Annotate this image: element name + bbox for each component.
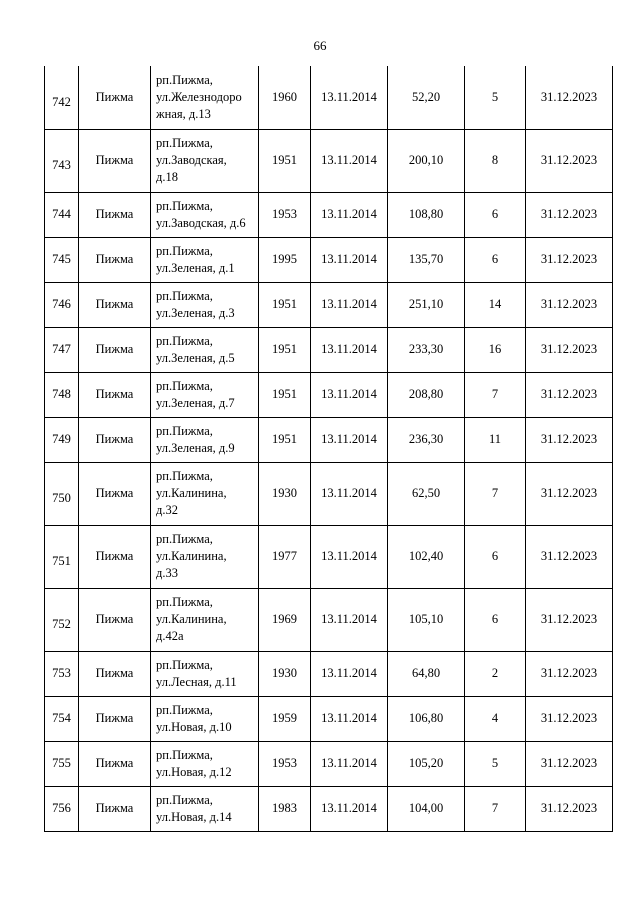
address-line: рп.Пижма, — [156, 532, 213, 546]
row-number-cell — [45, 741, 79, 786]
settlement-cell: Пижма — [79, 372, 151, 417]
row-number-cell — [45, 192, 79, 237]
address-line: рп.Пижма, — [156, 378, 213, 393]
deadline-cell: 31.12.2023 — [526, 651, 613, 696]
address-cell — [151, 651, 259, 696]
row-number: 748 — [52, 387, 71, 401]
address-line: рп.Пижма, — [156, 198, 213, 213]
row-number-cell — [45, 588, 79, 651]
recognition-date-cell: 13.11.2014 — [311, 525, 388, 588]
residents-count-cell: 7 — [465, 786, 526, 831]
address-line: рп.Пижма, — [156, 136, 213, 150]
settlement-cell: Пижма — [79, 696, 151, 741]
address-line: ул.Заводская, — [156, 153, 227, 167]
deadline-cell: 31.12.2023 — [526, 237, 613, 282]
residents-count-cell: 6 — [465, 588, 526, 651]
housing-registry-table — [44, 66, 613, 832]
recognition-date-cell: 13.11.2014 — [311, 372, 388, 417]
row-number-cell — [45, 282, 79, 327]
area-cell: 105,10 — [388, 588, 465, 651]
address-line: ул.Зеленая, д.5 — [156, 350, 235, 365]
settlement-cell: Пижма — [79, 462, 151, 525]
address-line: ул.Железнодоро — [156, 89, 242, 104]
residents-count-cell: 14 — [465, 282, 526, 327]
recognition-date-cell: 13.11.2014 — [311, 696, 388, 741]
row-number: 745 — [52, 252, 71, 266]
deadline-cell: 31.12.2023 — [526, 129, 613, 192]
address-cell — [151, 696, 259, 741]
deadline-cell: 31.12.2023 — [526, 66, 613, 129]
deadline-cell: 31.12.2023 — [526, 696, 613, 741]
row-number: 755 — [52, 756, 71, 770]
residents-count-cell: 7 — [465, 372, 526, 417]
address-cell — [151, 741, 259, 786]
table-row — [45, 66, 613, 129]
settlement-cell: Пижма — [79, 741, 151, 786]
address-line: ул.Лесная, д.11 — [156, 674, 237, 689]
address-line: ул.Новая, д.10 — [156, 719, 232, 734]
address-line: рп.Пижма, — [156, 792, 213, 807]
table-row — [45, 237, 613, 282]
area-cell: 233,30 — [388, 327, 465, 372]
settlement-cell: Пижма — [79, 327, 151, 372]
row-number-cell — [45, 237, 79, 282]
area-cell: 102,40 — [388, 525, 465, 588]
address-cell — [151, 192, 259, 237]
settlement-cell: Пижма — [79, 588, 151, 651]
deadline-cell: 31.12.2023 — [526, 525, 613, 588]
address-line: рп.Пижма, — [156, 702, 213, 717]
recognition-date-cell: 13.11.2014 — [311, 129, 388, 192]
row-number: 744 — [52, 207, 71, 221]
row-number-cell — [45, 66, 79, 129]
settlement-cell: Пижма — [79, 282, 151, 327]
area-cell: 105,20 — [388, 741, 465, 786]
row-number-cell — [45, 696, 79, 741]
year-built-cell: 1953 — [259, 741, 311, 786]
address-cell — [151, 129, 259, 192]
settlement-cell: Пижма — [79, 651, 151, 696]
residents-count-cell: 6 — [465, 192, 526, 237]
row-number: 747 — [52, 342, 71, 356]
year-built-cell: 1930 — [259, 651, 311, 696]
row-number-cell — [45, 525, 79, 588]
address-cell — [151, 525, 259, 588]
deadline-cell: 31.12.2023 — [526, 588, 613, 651]
table-row — [45, 282, 613, 327]
table-row — [45, 129, 613, 192]
year-built-cell: 1959 — [259, 696, 311, 741]
row-number: 753 — [52, 666, 71, 680]
row-number-cell — [45, 651, 79, 696]
table-row — [45, 327, 613, 372]
residents-count-cell: 5 — [465, 66, 526, 129]
area-cell: 108,80 — [388, 192, 465, 237]
row-number: 746 — [52, 297, 71, 311]
row-number: 743 — [52, 158, 71, 172]
row-number: 752 — [52, 617, 71, 631]
year-built-cell: 1951 — [259, 372, 311, 417]
address-cell — [151, 786, 259, 831]
year-built-cell: 1951 — [259, 327, 311, 372]
area-cell: 135,70 — [388, 237, 465, 282]
address-line: ул.Зеленая, д.1 — [156, 260, 235, 275]
year-built-cell: 1983 — [259, 786, 311, 831]
area-cell: 52,20 — [388, 66, 465, 129]
recognition-date-cell: 13.11.2014 — [311, 66, 388, 129]
recognition-date-cell: 13.11.2014 — [311, 282, 388, 327]
address-line: рп.Пижма, — [156, 243, 213, 258]
deadline-cell: 31.12.2023 — [526, 372, 613, 417]
area-cell: 104,00 — [388, 786, 465, 831]
deadline-cell: 31.12.2023 — [526, 192, 613, 237]
residents-count-cell: 16 — [465, 327, 526, 372]
address-line: ул.Зеленая, д.9 — [156, 440, 235, 455]
settlement-cell: Пижма — [79, 786, 151, 831]
recognition-date-cell: 13.11.2014 — [311, 741, 388, 786]
recognition-date-cell: 13.11.2014 — [311, 237, 388, 282]
area-cell: 236,30 — [388, 417, 465, 462]
table-row — [45, 651, 613, 696]
row-number-cell — [45, 327, 79, 372]
address-line: рп.Пижма, — [156, 333, 213, 348]
recognition-date-cell: 13.11.2014 — [311, 786, 388, 831]
table-row — [45, 372, 613, 417]
row-number-cell — [45, 372, 79, 417]
recognition-date-cell: 13.11.2014 — [311, 651, 388, 696]
address-line: д.18 — [156, 170, 178, 184]
row-number-cell — [45, 129, 79, 192]
row-number-cell — [45, 786, 79, 831]
year-built-cell: 1953 — [259, 192, 311, 237]
page-number: 66 — [313, 38, 327, 53]
residents-count-cell: 6 — [465, 525, 526, 588]
residents-count-cell: 8 — [465, 129, 526, 192]
row-number: 750 — [52, 491, 71, 505]
residents-count-cell: 5 — [465, 741, 526, 786]
address-line: ул.Заводская, д.6 — [156, 215, 246, 230]
address-line: д.33 — [156, 566, 178, 580]
table-row — [45, 525, 613, 588]
table-row — [45, 741, 613, 786]
year-built-cell: 1960 — [259, 66, 311, 129]
settlement-cell: Пижма — [79, 66, 151, 129]
area-cell: 106,80 — [388, 696, 465, 741]
address-cell — [151, 327, 259, 372]
address-line: рп.Пижма, — [156, 288, 213, 303]
year-built-cell: 1951 — [259, 129, 311, 192]
address-line: жная, д.13 — [156, 106, 211, 121]
address-line: ул.Калинина, — [156, 612, 227, 626]
address-cell — [151, 417, 259, 462]
address-line: рп.Пижма, — [156, 747, 213, 762]
address-line: ул.Новая, д.14 — [156, 809, 232, 824]
address-line: рп.Пижма, — [156, 657, 213, 672]
row-number: 754 — [52, 711, 71, 725]
year-built-cell: 1951 — [259, 417, 311, 462]
address-line: ул.Зеленая, д.7 — [156, 395, 235, 410]
recognition-date-cell: 13.11.2014 — [311, 327, 388, 372]
address-line: рп.Пижма, — [156, 469, 213, 483]
address-cell — [151, 66, 259, 129]
year-built-cell: 1969 — [259, 588, 311, 651]
area-cell: 251,10 — [388, 282, 465, 327]
year-built-cell: 1995 — [259, 237, 311, 282]
residents-count-cell: 6 — [465, 237, 526, 282]
address-cell — [151, 237, 259, 282]
row-number: 742 — [52, 94, 71, 109]
address-cell — [151, 372, 259, 417]
address-line: д.42а — [156, 629, 184, 643]
residents-count-cell: 7 — [465, 462, 526, 525]
area-cell: 64,80 — [388, 651, 465, 696]
settlement-cell: Пижма — [79, 237, 151, 282]
address-line: ул.Калинина, — [156, 549, 227, 563]
deadline-cell: 31.12.2023 — [526, 282, 613, 327]
settlement-cell: Пижма — [79, 192, 151, 237]
deadline-cell: 31.12.2023 — [526, 417, 613, 462]
address-line: ул.Зеленая, д.3 — [156, 305, 235, 320]
table-row — [45, 192, 613, 237]
residents-count-cell: 2 — [465, 651, 526, 696]
address-cell — [151, 588, 259, 651]
deadline-cell: 31.12.2023 — [526, 462, 613, 525]
year-built-cell: 1951 — [259, 282, 311, 327]
address-line: ул.Калинина, — [156, 486, 227, 500]
address-line: ул.Новая, д.12 — [156, 764, 232, 779]
address-line: рп.Пижма, — [156, 72, 213, 87]
recognition-date-cell: 13.11.2014 — [311, 462, 388, 525]
recognition-date-cell: 13.11.2014 — [311, 417, 388, 462]
table-row — [45, 417, 613, 462]
address-line: рп.Пижма, — [156, 423, 213, 438]
address-line: д.32 — [156, 503, 178, 517]
recognition-date-cell: 13.11.2014 — [311, 588, 388, 651]
deadline-cell: 31.12.2023 — [526, 741, 613, 786]
residents-count-cell: 4 — [465, 696, 526, 741]
settlement-cell: Пижма — [79, 129, 151, 192]
deadline-cell: 31.12.2023 — [526, 786, 613, 831]
area-cell: 62,50 — [388, 462, 465, 525]
table-row — [45, 588, 613, 651]
year-built-cell: 1977 — [259, 525, 311, 588]
settlement-cell: Пижма — [79, 417, 151, 462]
residents-count-cell: 11 — [465, 417, 526, 462]
address-cell — [151, 282, 259, 327]
table-row — [45, 696, 613, 741]
deadline-cell: 31.12.2023 — [526, 327, 613, 372]
row-number-cell — [45, 417, 79, 462]
row-number: 756 — [52, 801, 71, 815]
recognition-date-cell: 13.11.2014 — [311, 192, 388, 237]
row-number: 749 — [52, 432, 71, 446]
area-cell: 200,10 — [388, 129, 465, 192]
year-built-cell: 1930 — [259, 462, 311, 525]
table-row — [45, 786, 613, 831]
area-cell: 208,80 — [388, 372, 465, 417]
table-body — [45, 66, 613, 831]
table-row — [45, 462, 613, 525]
address-line: рп.Пижма, — [156, 595, 213, 609]
row-number: 751 — [52, 554, 71, 568]
settlement-cell: Пижма — [79, 525, 151, 588]
row-number-cell — [45, 462, 79, 525]
address-cell — [151, 462, 259, 525]
